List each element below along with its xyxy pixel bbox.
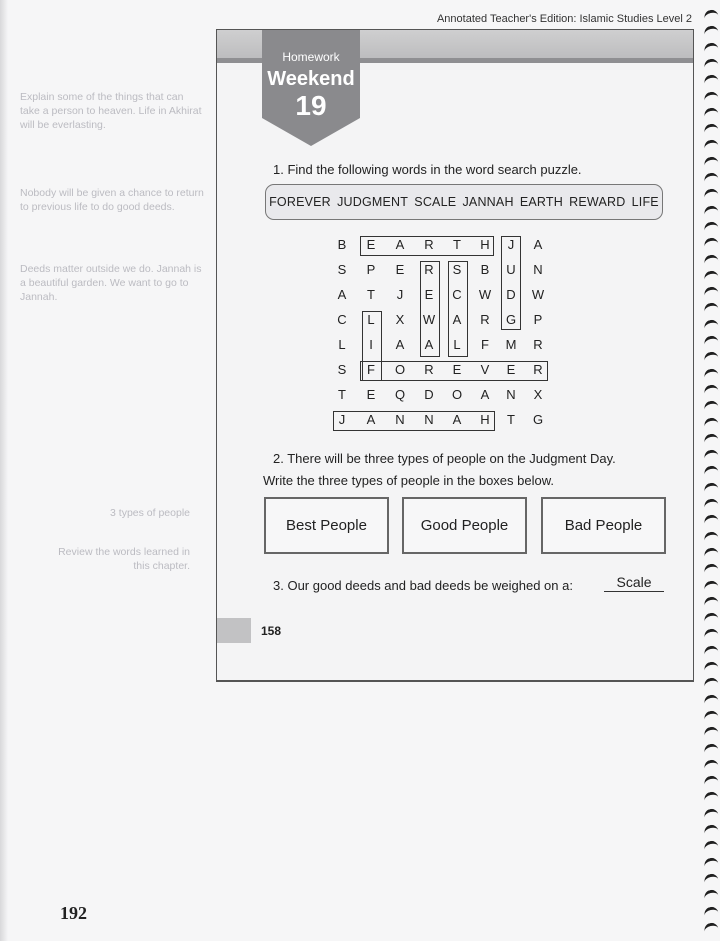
puzzle-letter[interactable]: A <box>395 237 405 252</box>
puzzle-letter[interactable]: S <box>452 262 462 277</box>
puzzle-letter[interactable]: R <box>533 362 543 377</box>
word-bank-item: JANNAH <box>462 195 514 209</box>
puzzle-letter[interactable]: V <box>480 362 490 377</box>
puzzle-letter[interactable]: T <box>507 412 515 427</box>
word-bank <box>265 184 663 220</box>
puzzle-letter[interactable]: D <box>424 387 434 402</box>
puzzle-letter[interactable]: C <box>337 312 347 327</box>
answer-box-good[interactable] <box>402 497 527 554</box>
puzzle-letter[interactable]: N <box>533 262 543 277</box>
coil-icon <box>703 661 719 673</box>
puzzle-letter[interactable]: A <box>337 287 347 302</box>
margin-note: Deeds matter outside we do. Jannah is a beautiful garden. We want to go to Jannah. <box>20 263 202 303</box>
word-bank-item: EARTH <box>519 195 563 209</box>
spiral-binding <box>698 0 720 941</box>
puzzle-letter[interactable]: A <box>480 387 490 402</box>
puzzle-letter[interactable]: G <box>532 412 544 427</box>
puzzle-letter[interactable]: T <box>338 387 346 402</box>
word-bank-item: LIFE <box>631 195 659 209</box>
puzzle-letter[interactable]: E <box>366 237 376 252</box>
coil-icon <box>703 204 719 216</box>
word-bank-item: FOREVER <box>269 195 331 209</box>
coil-icon <box>703 335 719 347</box>
badge-number: 19 <box>295 90 327 121</box>
coil-icon <box>703 41 719 53</box>
workbook-page <box>216 29 694 682</box>
word-bank-item: SCALE <box>414 195 457 209</box>
coil-icon <box>703 758 719 770</box>
coil-icon <box>703 579 719 591</box>
puzzle-letter[interactable]: W <box>531 287 545 302</box>
coil-icon <box>703 889 719 901</box>
puzzle-letter[interactable]: R <box>424 237 434 252</box>
word-highlight-jannah <box>333 411 495 431</box>
puzzle-letter[interactable]: W <box>422 312 436 327</box>
puzzle-letter[interactable]: G <box>505 312 517 327</box>
word-bank-item: JUDGMENT <box>337 195 409 209</box>
puzzle-letter[interactable]: R <box>424 362 434 377</box>
coil-icon <box>703 742 719 754</box>
coil-icon <box>703 710 719 722</box>
puzzle-letter[interactable]: H <box>480 237 490 252</box>
puzzle-letter[interactable]: A <box>424 337 434 352</box>
puzzle-letter[interactable]: R <box>533 337 543 352</box>
puzzle-letter[interactable]: L <box>338 337 346 352</box>
page-edge-shadow <box>0 0 8 941</box>
coil-icon <box>703 286 719 298</box>
coil-icon <box>703 677 719 689</box>
coil-icon <box>703 400 719 412</box>
puzzle-letter[interactable]: I <box>369 337 373 352</box>
puzzle-letter[interactable]: Q <box>394 387 406 402</box>
puzzle-letter[interactable]: A <box>452 412 462 427</box>
answer-text: Best People <box>286 517 367 534</box>
puzzle-letter[interactable]: M <box>505 337 517 352</box>
puzzle-letter[interactable]: P <box>366 262 376 277</box>
word-bank-item: REWARD <box>569 195 626 209</box>
coil-icon <box>703 269 719 281</box>
coil-icon <box>703 791 719 803</box>
coil-icon <box>703 58 719 70</box>
coil-icon <box>703 123 719 135</box>
coil-icon <box>703 188 719 200</box>
inset-page-number: 158 <box>261 624 282 638</box>
puzzle-letter[interactable]: P <box>533 312 543 327</box>
puzzle-letter[interactable]: T <box>453 237 461 252</box>
coil-icon <box>703 74 719 86</box>
puzzle-letter[interactable]: N <box>424 412 434 427</box>
question-2-line-1: 2. There will be three types of people on the Judgment Day. <box>273 451 616 466</box>
coil-icon <box>703 514 719 526</box>
coil-icon <box>703 644 719 656</box>
running-header: Annotated Teacher's Edition: Islamic Studies Level 2 <box>436 13 692 25</box>
coil-icon <box>703 563 719 575</box>
puzzle-letter[interactable]: E <box>506 362 516 377</box>
puzzle-letter[interactable]: N <box>395 412 405 427</box>
answer-text: Bad People <box>564 517 643 534</box>
coil-icon <box>703 481 719 493</box>
coil-icon <box>703 921 719 933</box>
puzzle-letter[interactable]: B <box>480 262 490 277</box>
coil-icon <box>703 840 719 852</box>
coil-icon <box>703 807 719 819</box>
puzzle-letter[interactable]: U <box>506 262 516 277</box>
puzzle-letter[interactable]: A <box>533 237 543 252</box>
coil-icon <box>703 824 719 836</box>
puzzle-letter[interactable]: E <box>452 362 462 377</box>
coil-icon <box>703 221 719 233</box>
coil-icon <box>703 367 719 379</box>
puzzle-letter[interactable]: E <box>366 387 376 402</box>
puzzle-letter[interactable]: R <box>424 262 434 277</box>
margin-note: Explain some of the things that can take a person to heaven. Life in Akhirat will be everlasting. <box>20 91 202 131</box>
word-search-grid <box>333 235 569 429</box>
puzzle-letter[interactable]: L <box>453 337 461 352</box>
coil-icon <box>703 90 719 102</box>
puzzle-letter[interactable]: O <box>394 362 406 377</box>
page-number: 192 <box>60 903 87 923</box>
coil-icon <box>703 628 719 640</box>
puzzle-letter[interactable]: C <box>452 287 462 302</box>
coil-icon <box>703 172 719 184</box>
coil-icon <box>703 351 719 363</box>
puzzle-letter[interactable]: B <box>337 237 347 252</box>
coil-icon <box>703 318 719 330</box>
answer-box-bad[interactable] <box>541 497 666 554</box>
coil-icon <box>703 465 719 477</box>
puzzle-letter[interactable]: A <box>452 312 462 327</box>
puzzle-letter[interactable]: D <box>506 287 516 302</box>
puzzle-letter[interactable]: S <box>337 262 347 277</box>
answer-box-best[interactable] <box>264 497 389 554</box>
puzzle-letter[interactable]: A <box>366 412 376 427</box>
puzzle-letter[interactable]: J <box>396 287 404 302</box>
margin-note: Nobody will be given a chance to return to previous life to do good deeds. <box>20 187 204 213</box>
puzzle-letter[interactable]: N <box>506 387 516 402</box>
coil-icon <box>703 25 719 37</box>
coil-icon <box>703 155 719 167</box>
coil-icon <box>703 612 719 624</box>
coil-icon <box>703 106 719 118</box>
puzzle-letter[interactable]: O <box>451 387 463 402</box>
coil-icon <box>703 873 719 885</box>
puzzle-letter[interactable]: E <box>395 262 405 277</box>
coil-icon <box>703 302 719 314</box>
puzzle-letter[interactable]: L <box>367 312 375 327</box>
puzzle-letter[interactable]: J <box>507 237 515 252</box>
margin-note: Review the words learned in this chapter. <box>58 546 190 572</box>
page-tab <box>217 618 251 643</box>
coil-icon <box>703 856 719 868</box>
margin-note: 3 types of people <box>110 507 190 519</box>
puzzle-letter[interactable]: F <box>367 362 375 377</box>
puzzle-letter[interactable]: E <box>424 287 434 302</box>
footer-rule <box>217 680 693 681</box>
question-1: 1. Find the following words in the word search puzzle. <box>273 162 582 177</box>
coil-icon <box>703 139 719 151</box>
coil-icon <box>703 432 719 444</box>
coil-icon <box>703 547 719 559</box>
coil-icon <box>703 416 719 428</box>
badge-label: Homework <box>282 50 340 64</box>
puzzle-letter[interactable]: A <box>395 337 405 352</box>
coil-icon <box>703 9 719 21</box>
question-2-line-2: Write the three types of people in the boxes below. <box>263 473 554 488</box>
coil-icon <box>703 253 719 265</box>
puzzle-letter[interactable]: R <box>480 312 490 327</box>
puzzle-letter[interactable]: X <box>533 387 543 402</box>
question-3-answer[interactable]: Scale <box>604 574 664 592</box>
coil-icon <box>703 693 719 705</box>
coil-icon <box>703 449 719 461</box>
badge-title: Weekend <box>267 68 355 90</box>
coil-icon <box>703 384 719 396</box>
puzzle-letter[interactable]: T <box>367 287 375 302</box>
question-3: 3. Our good deeds and bad deeds be weighed on a: <box>273 578 573 593</box>
puzzle-letter[interactable]: J <box>338 412 346 427</box>
homework-badge <box>262 30 360 146</box>
coil-icon <box>703 726 719 738</box>
puzzle-letter[interactable]: S <box>337 362 347 377</box>
coil-icon <box>703 498 719 510</box>
coil-icon <box>703 595 719 607</box>
puzzle-letter[interactable]: F <box>481 337 489 352</box>
puzzle-letter[interactable]: W <box>478 287 492 302</box>
coil-icon <box>703 237 719 249</box>
coil-icon <box>703 905 719 917</box>
puzzle-letter[interactable]: X <box>395 312 405 327</box>
answer-text: Good People <box>420 517 509 534</box>
puzzle-letter[interactable]: H <box>480 412 490 427</box>
coil-icon <box>703 530 719 542</box>
coil-icon <box>703 775 719 787</box>
